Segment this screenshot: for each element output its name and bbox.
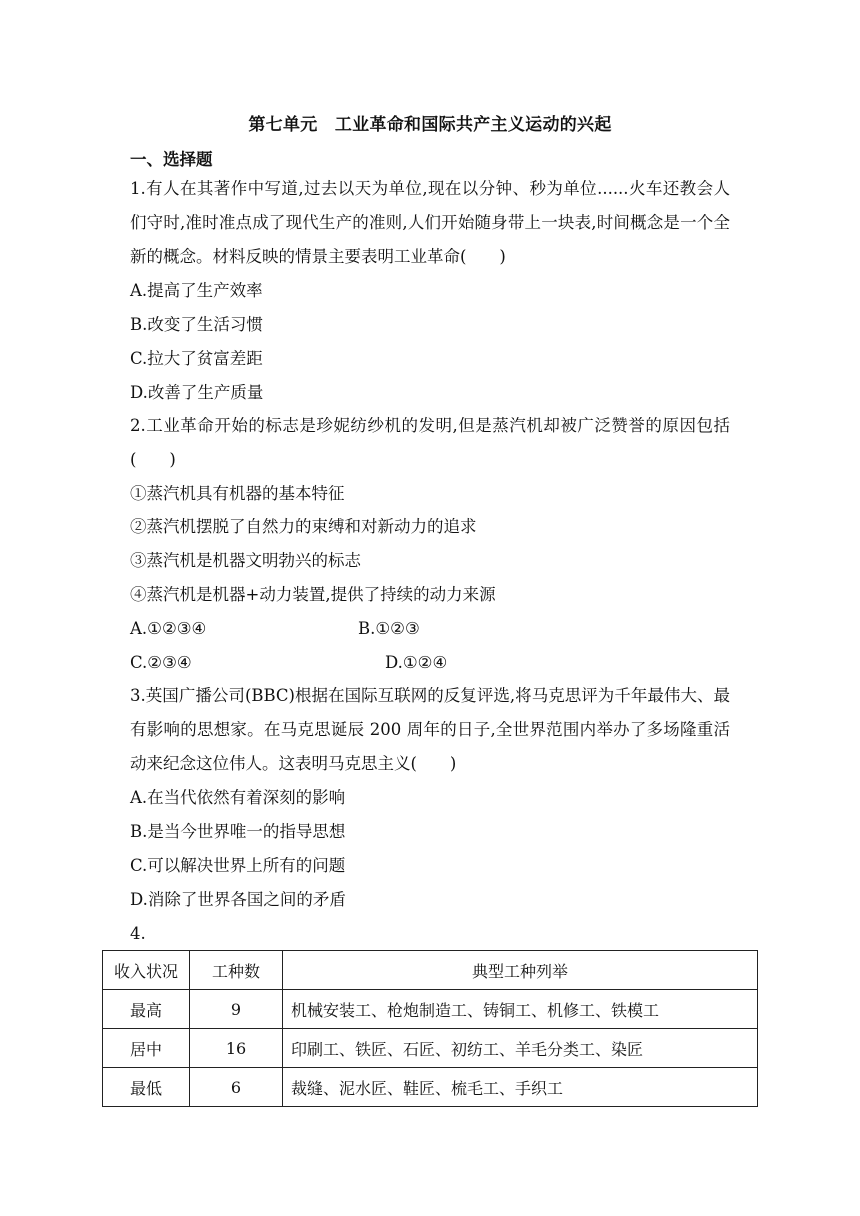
q3-option-c: C.可以解决世界上所有的问题 bbox=[130, 856, 346, 875]
table-header-row bbox=[103, 951, 758, 990]
table-cell: 机械安装工、枪炮制造工、铸铜工、机修工、铁模工 bbox=[283, 990, 758, 1029]
section-heading: 一、选择题 bbox=[130, 150, 213, 169]
q2-statement-2: ②蒸汽机摆脱了自然力的束缚和对新动力的追求 bbox=[130, 517, 477, 536]
table-header-cell: 收入状况 bbox=[103, 951, 190, 990]
table-row bbox=[103, 990, 758, 1029]
q2-option-b: B.①②③ bbox=[358, 619, 420, 638]
table-cell: 印刷工、铁匠、石匠、初纺工、羊毛分类工、染匠 bbox=[283, 1029, 758, 1068]
table-row bbox=[103, 1029, 758, 1068]
q2-option-a: A.①②③④ bbox=[130, 619, 207, 638]
table-header-cell: 典型工种列举 bbox=[283, 951, 758, 990]
table-header-cell: 工种数 bbox=[190, 951, 283, 990]
q1-stem: 1.有人在其著作中写道,过去以天为单位,现在以分钟、秒为单位......火车还教会人们守时,准时准点成了现代生产的准则,人们开始随身带上一块表,时间概念是一个全新的概念。材料反映的情景主要表明工业革命( ) bbox=[130, 179, 730, 266]
q2-option-c: C.②③④ bbox=[130, 653, 192, 672]
q2-statement-3: ③蒸汽机是机器文明勃兴的标志 bbox=[130, 551, 361, 570]
q2-statement-4: ④蒸汽机是机器+动力装置,提供了持续的动力来源 bbox=[130, 585, 496, 604]
table-cell: 16 bbox=[190, 1029, 283, 1068]
q1-option-a: A.提高了生产效率 bbox=[130, 281, 263, 300]
table-cell: 最低 bbox=[103, 1068, 190, 1107]
table-cell: 9 bbox=[190, 990, 283, 1029]
table-cell: 裁缝、泥水匠、鞋匠、梳毛工、手织工 bbox=[283, 1068, 758, 1107]
q2-option-d: D.①②④ bbox=[385, 653, 448, 672]
q1-option-d: D.改善了生产质量 bbox=[130, 383, 264, 402]
q1-option-c: C.拉大了贫富差距 bbox=[130, 349, 263, 368]
q2-statement-1: ①蒸汽机具有机器的基本特征 bbox=[130, 484, 345, 503]
q1-option-b: B.改变了生活习惯 bbox=[130, 315, 263, 334]
unit-title: 第七单元 工业革命和国际共产主义运动的兴起 bbox=[248, 115, 612, 135]
q3-stem: 3.英国广播公司(BBC)根据在国际互联网的反复评选,将马克思评为千年最伟大、最有影响的思想家。在马克思诞辰 200 周年的日子,全世界范围内举办了多场隆重活动来纪念这位伟人。这表明马克思主义( ) bbox=[130, 686, 730, 773]
table-cell: 最高 bbox=[103, 990, 190, 1029]
q3-option-d: D.消除了世界各国之间的矛盾 bbox=[130, 890, 346, 909]
q3-option-b: B.是当今世界唯一的指导思想 bbox=[130, 822, 346, 841]
q3-option-a: A.在当代依然有着深刻的影响 bbox=[130, 788, 346, 807]
income-table bbox=[102, 950, 758, 1107]
q2-stem: 2.工业革命开始的标志是珍妮纺纱机的发明,但是蒸汽机却被广泛赞誉的原因包括( ) bbox=[130, 416, 730, 469]
table-cell: 6 bbox=[190, 1068, 283, 1107]
q4-number: 4. bbox=[130, 924, 146, 943]
table-row bbox=[103, 1068, 758, 1107]
table-cell: 居中 bbox=[103, 1029, 190, 1068]
